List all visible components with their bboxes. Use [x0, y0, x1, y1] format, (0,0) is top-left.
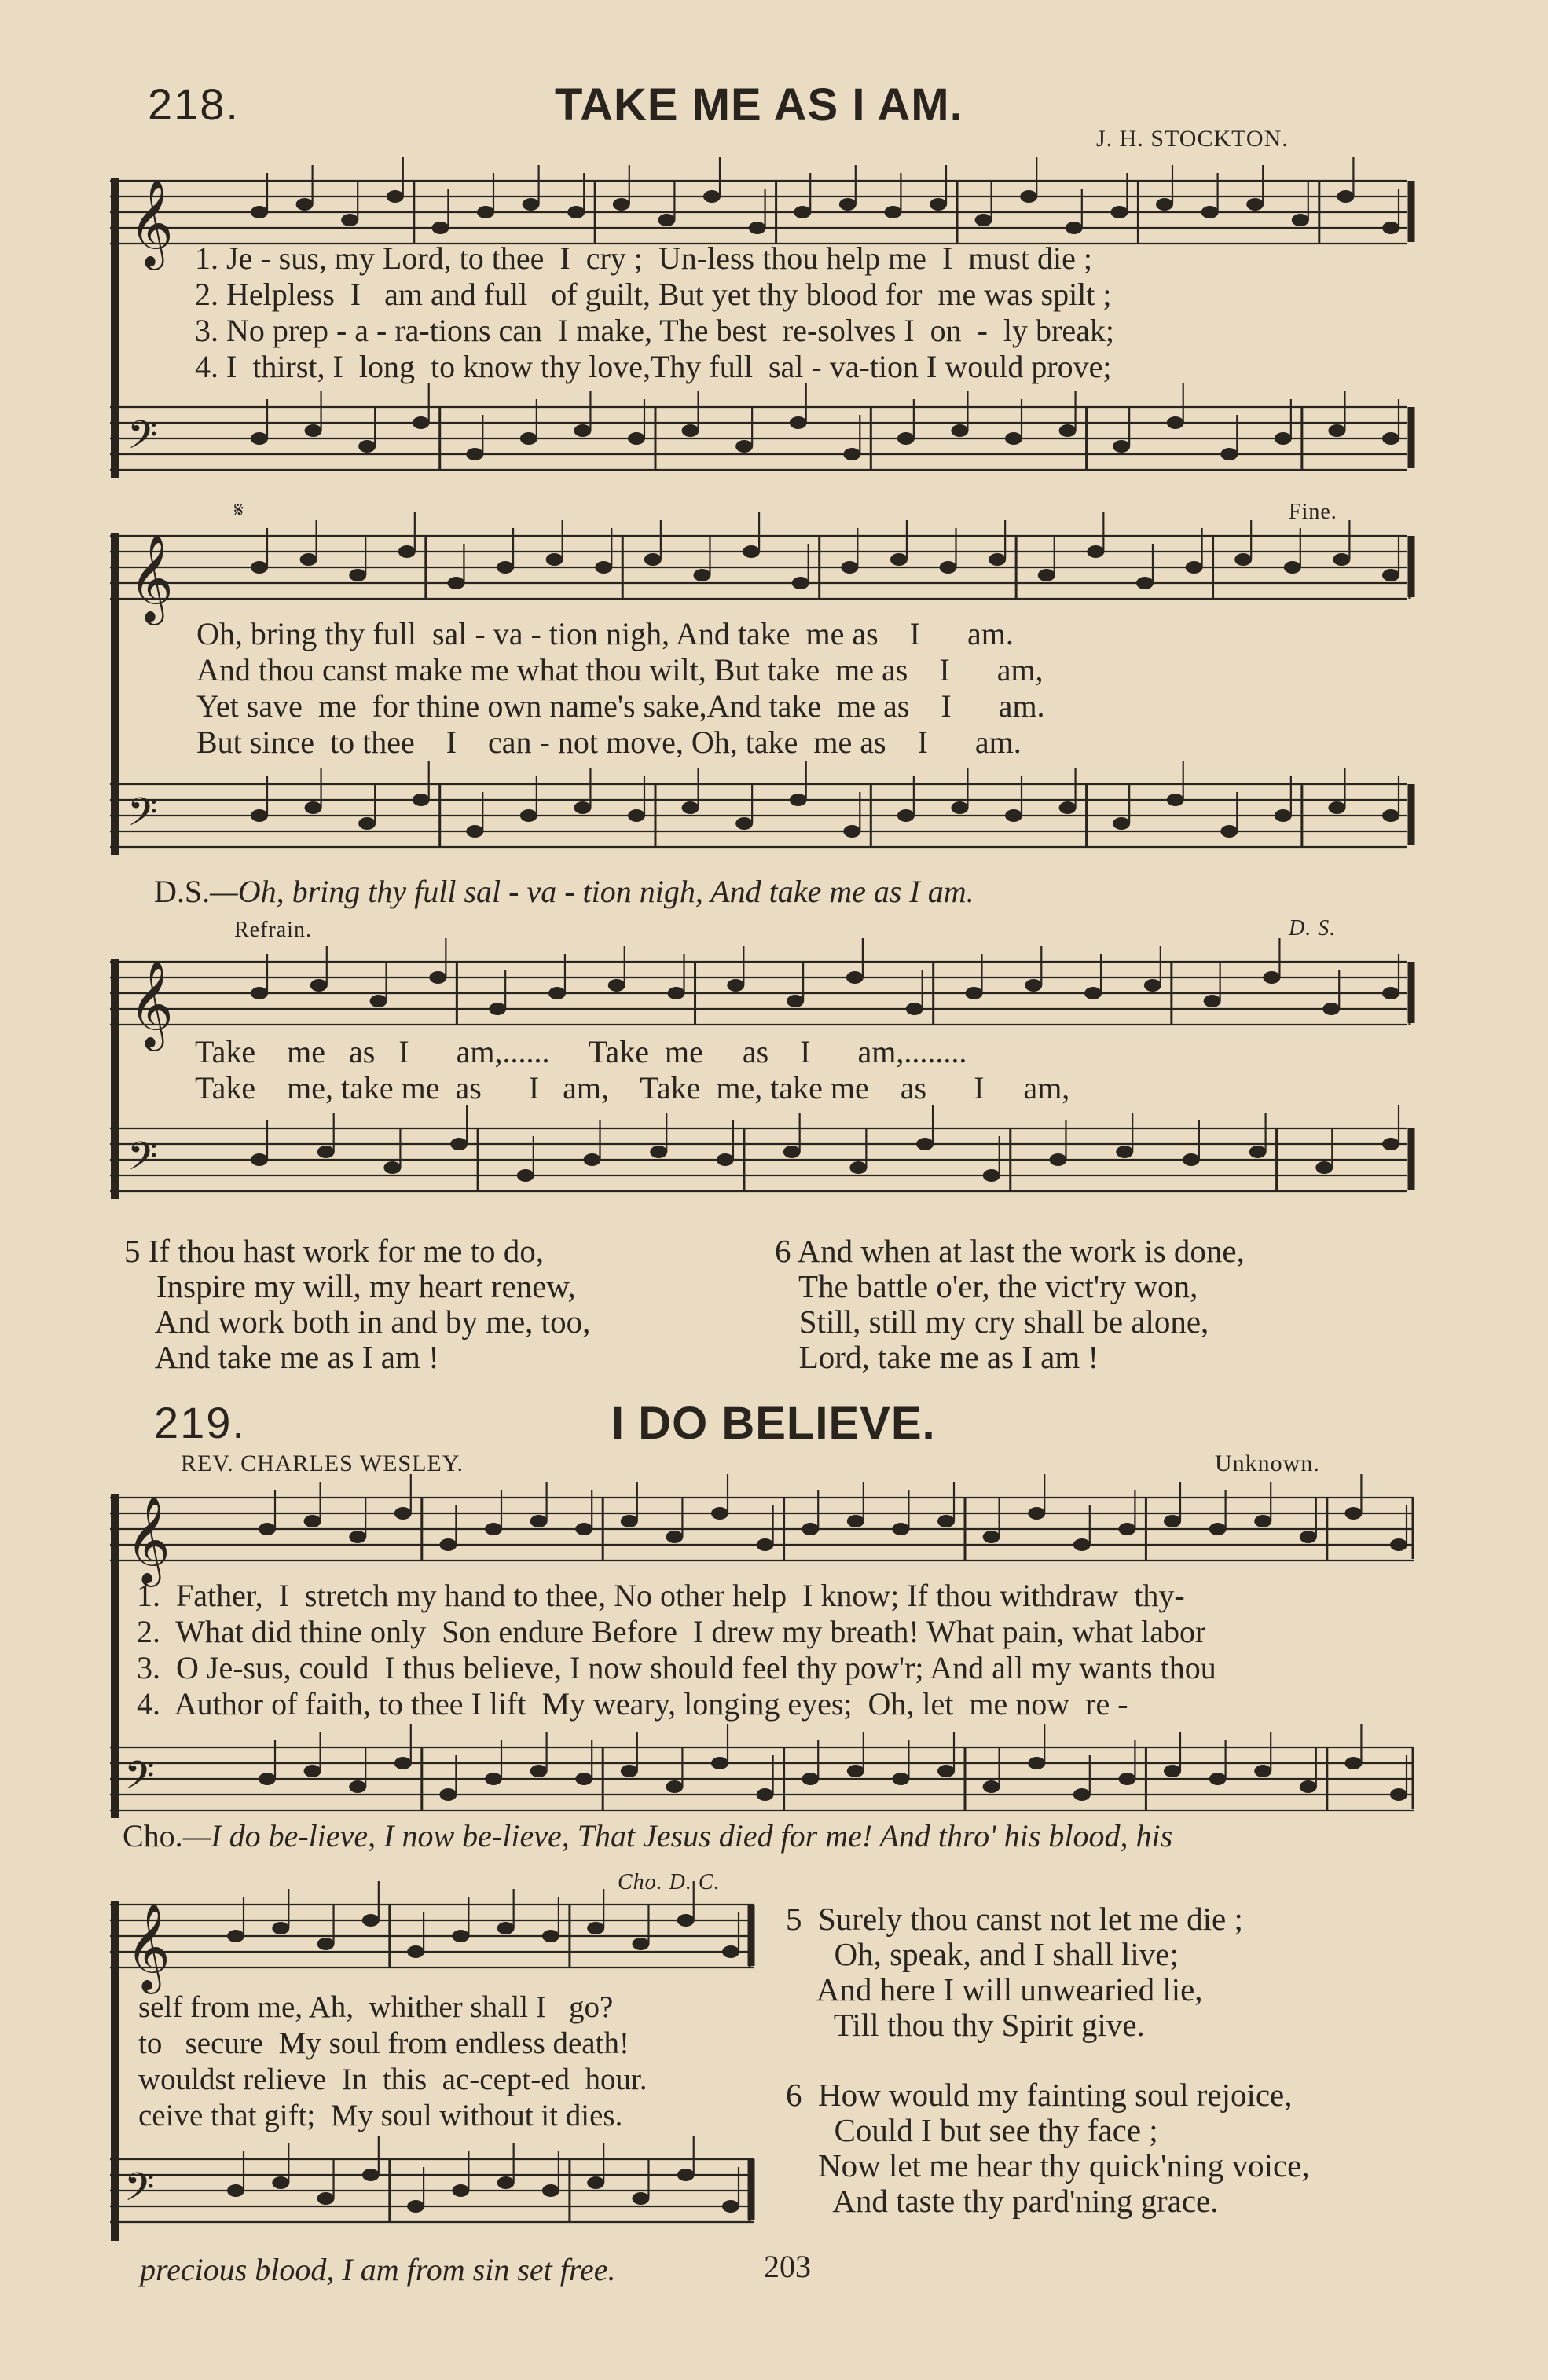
note-head — [668, 987, 685, 999]
note-head — [1144, 979, 1161, 992]
stanza-line: Till thou thy Spirit give. — [786, 2007, 1145, 2043]
note-head — [251, 987, 268, 999]
note-head — [849, 1161, 867, 1174]
note-head — [843, 825, 860, 838]
svg-text:𝄢: 𝄢 — [127, 1134, 158, 1189]
note-head — [613, 198, 630, 211]
note-head — [1066, 222, 1083, 234]
svg-text:𝄞: 𝄞 — [129, 959, 174, 1047]
note-head — [304, 1765, 321, 1777]
note-head — [1328, 424, 1345, 437]
cho-dc-mark: Cho. D. C. — [618, 1870, 721, 1894]
stanza-line: And taste thy pard'ning grace. — [786, 2183, 1219, 2219]
note-head — [1337, 190, 1354, 203]
note-head — [542, 1930, 559, 1942]
note-head — [251, 1153, 268, 1166]
note-head — [251, 561, 268, 574]
note-head — [608, 979, 625, 992]
svg-text:𝄢: 𝄢 — [127, 413, 158, 468]
stanza-line: Inspire my will, my heart renew, — [124, 1268, 576, 1304]
note-head — [1344, 1507, 1362, 1520]
note-head — [930, 198, 947, 211]
note-head — [394, 1757, 412, 1769]
verse-line: Take me, take me as I am, Take me, take me as I am, — [195, 1070, 1070, 1106]
note-head — [383, 1161, 401, 1174]
stanza-line: And take me as I am ! — [124, 1339, 439, 1375]
note-head — [794, 206, 811, 218]
note-head — [574, 424, 591, 437]
note-head — [621, 1765, 638, 1777]
note-head — [587, 1922, 604, 1934]
note-head — [1204, 995, 1221, 1007]
composer-credit: J. H. STOCKTON. — [1096, 126, 1289, 152]
stanza-line: Still, still my cry shall be alone, — [775, 1304, 1209, 1340]
note-head — [1028, 1507, 1045, 1520]
note-head — [951, 801, 968, 814]
note-head — [989, 553, 1006, 566]
note-head — [466, 448, 483, 460]
note-head — [983, 1780, 1000, 1793]
note-head — [520, 809, 537, 822]
hymn-title: TAKE ME AS I AM. — [555, 79, 963, 130]
note-head — [358, 440, 376, 453]
note-head — [843, 448, 860, 460]
note-head — [304, 1515, 321, 1527]
note-head — [300, 553, 317, 566]
chorus-text: —I do be-lieve, I now be-lieve, That Jesus died for me! And thro' his blood, his — [182, 1818, 1173, 1854]
note-head — [1234, 553, 1252, 566]
svg-text:𝄞: 𝄞 — [126, 1902, 171, 1990]
note-head — [632, 2192, 649, 2205]
note-head — [727, 979, 744, 992]
verse-line: 1. Je - sus, my Lord, to thee I cry ; Un-less thou help me I must die ; — [195, 240, 1093, 276]
note-head — [1254, 1765, 1271, 1777]
note-head — [846, 971, 864, 984]
note-head — [450, 1138, 468, 1150]
note-head — [520, 432, 537, 445]
note-head — [682, 801, 699, 814]
note-head — [1292, 214, 1309, 226]
svg-text:𝄞: 𝄞 — [126, 1495, 171, 1583]
note-head — [1110, 206, 1128, 218]
verse-line: Take me as I am,...... Take me as I am,........ — [195, 1034, 967, 1069]
note-head — [407, 1945, 424, 1958]
note-head — [1164, 1765, 1181, 1777]
note-head — [349, 1531, 366, 1543]
note-head — [1116, 1146, 1133, 1158]
note-head — [1084, 987, 1102, 999]
stanza-line: 5 If thou hast work for me to do, — [124, 1233, 545, 1269]
note-head — [1020, 190, 1037, 203]
note-head — [439, 1538, 457, 1551]
note-head — [431, 222, 449, 234]
note-head — [251, 206, 268, 218]
stanza-line: And work both in and by me, too, — [124, 1304, 591, 1340]
note-head — [1254, 1515, 1271, 1527]
stanza-line: Could I but see thy face ; — [786, 2112, 1158, 2148]
note-head — [621, 1515, 638, 1527]
verse-line: 4. Author of faith, to thee I lift My weary, longing eyes; Oh, let me now re - — [137, 1686, 1128, 1722]
note-head — [757, 1538, 774, 1551]
note-head — [497, 2176, 515, 2189]
note-head — [497, 1922, 515, 1934]
note-head — [975, 214, 992, 226]
note-head — [259, 1773, 276, 1785]
note-head — [530, 1765, 548, 1777]
verse-line: ceive that gift; My soul without it dies. — [138, 2099, 623, 2132]
note-head — [743, 545, 760, 558]
note-head — [485, 1773, 502, 1785]
note-head — [497, 561, 514, 574]
note-head — [1390, 1538, 1407, 1551]
note-head — [1186, 561, 1203, 574]
note-head — [341, 214, 358, 226]
note-head — [1263, 971, 1280, 984]
note-head — [628, 432, 645, 445]
note-head — [1209, 1523, 1227, 1535]
note-head — [530, 1515, 548, 1527]
verse-line: 4. I thirst, I long to know thy love,Thy full sal - va-tion I would prove; — [195, 349, 1112, 384]
note-head — [884, 206, 901, 218]
note-head — [1038, 569, 1055, 581]
note-head — [387, 190, 404, 203]
note-head — [940, 561, 957, 574]
note-head — [983, 1169, 1000, 1182]
note-head — [892, 1523, 909, 1535]
note-head — [227, 1930, 244, 1942]
note-head — [1005, 809, 1022, 822]
note-head — [523, 198, 540, 211]
ds-label: D.S. — [154, 874, 211, 909]
note-head — [317, 1146, 335, 1158]
note-head — [937, 1765, 955, 1777]
note-head — [1390, 1788, 1407, 1801]
note-head — [1382, 432, 1399, 445]
note-head — [787, 995, 804, 1007]
verse-line: And thou canst make me what thou wilt, But take me as I am, — [196, 652, 1044, 688]
svg-text:𝄞: 𝄞 — [129, 178, 174, 266]
note-head — [802, 1523, 819, 1535]
note-head — [310, 979, 328, 992]
svg-text:𝄢: 𝄢 — [124, 2165, 155, 2220]
note-head — [916, 1138, 934, 1150]
chorus-label: Cho. — [123, 1818, 183, 1854]
note-head — [628, 809, 645, 822]
note-head — [1300, 1531, 1317, 1543]
note-head — [735, 440, 753, 453]
stanza-line: And here I will unwearied lie, — [786, 1971, 1203, 2008]
note-head — [1113, 440, 1130, 453]
note-head — [394, 1507, 412, 1520]
note-head — [1073, 1788, 1091, 1801]
ds-mark: D. S. — [1289, 916, 1337, 941]
verse-line: 3. O Je-sus, could I thus believe, I now should feel thy pow'r; And all my wants thou — [137, 1650, 1216, 1685]
note-head — [575, 1773, 592, 1785]
verse-line: to secure My soul from endless death! — [138, 2026, 629, 2060]
verse-line: 3. No prep - a - ra-tions can I make, The best re-solves I on - ly break; — [195, 313, 1114, 348]
note-head — [666, 1531, 683, 1543]
hymn-title: I DO BELIEVE. — [611, 1398, 936, 1449]
svg-text:𝄢: 𝄢 — [124, 1753, 155, 1808]
verse-line: 2. Helpless I am and full of guilt, But yet thy blood for me was spilt ; — [195, 277, 1112, 312]
note-head — [439, 1788, 457, 1801]
note-head — [259, 1523, 276, 1535]
verse-line: wouldst relieve In this ac-cept-ed hour. — [138, 2063, 647, 2096]
note-head — [1113, 817, 1130, 830]
note-head — [790, 794, 807, 806]
note-head — [632, 1938, 649, 1950]
note-head — [711, 1507, 728, 1520]
note-head — [542, 2184, 559, 2197]
note-head — [1246, 198, 1264, 211]
note-head — [1315, 1161, 1333, 1174]
note-head — [892, 1773, 909, 1785]
note-head — [644, 553, 662, 566]
note-head — [897, 432, 915, 445]
note-head — [305, 801, 322, 814]
note-head — [839, 198, 857, 211]
composer-credit: Unknown. — [1215, 1450, 1320, 1476]
note-head — [1183, 1153, 1200, 1166]
note-head — [1201, 206, 1219, 218]
note-head — [595, 561, 612, 574]
note-head — [584, 1153, 601, 1166]
note-head — [1382, 569, 1399, 581]
note-head — [1167, 416, 1184, 429]
note-head — [802, 1773, 819, 1785]
author-credit: REV. CHARLES WESLEY. — [181, 1450, 464, 1476]
note-head — [722, 2200, 739, 2213]
note-head — [1249, 1146, 1267, 1158]
note-head — [358, 817, 376, 830]
note-head — [485, 1523, 502, 1535]
note-head — [847, 1765, 864, 1777]
note-head — [413, 794, 430, 806]
note-head — [362, 2169, 380, 2181]
note-head — [489, 1003, 506, 1015]
note-head — [362, 1914, 380, 1927]
verse-line: 1. Father, I stretch my hand to thee, No other help I know; If thou withdraw thy- — [137, 1578, 1185, 1613]
note-head — [272, 2176, 289, 2189]
note-head — [1220, 825, 1238, 838]
final-lyric: precious blood, I am from sin set free. — [140, 2252, 616, 2287]
note-head — [296, 198, 314, 211]
note-head — [677, 2169, 695, 2181]
note-head — [317, 2192, 335, 2205]
refrain-label: Refrain. — [234, 918, 312, 942]
note-head — [1005, 432, 1022, 445]
note-head — [951, 424, 968, 437]
note-head — [1382, 809, 1399, 822]
note-head — [477, 206, 494, 218]
note-head — [847, 1515, 864, 1527]
note-head — [1136, 577, 1154, 589]
fine-mark: Fine. — [1289, 500, 1337, 524]
note-head — [452, 2184, 469, 2197]
stanza-line: The battle o'er, the vict'ry won, — [775, 1268, 1198, 1304]
note-head — [272, 1922, 289, 1934]
stanza-line: Lord, take me as I am ! — [775, 1339, 1099, 1375]
note-head — [370, 995, 387, 1007]
note-head — [1220, 448, 1238, 460]
note-head — [1322, 1003, 1340, 1015]
svg-text:𝄢: 𝄢 — [127, 790, 158, 845]
note-head — [749, 222, 766, 234]
ds-text: —Oh, bring thy full sal - va - tion nigh, And take me as I am. — [210, 874, 974, 909]
note-head — [407, 2200, 424, 2213]
note-head — [1382, 222, 1399, 234]
note-head — [587, 2176, 604, 2189]
note-head — [1087, 545, 1104, 558]
note-head — [890, 553, 908, 566]
note-head — [1028, 1757, 1045, 1769]
note-head — [1059, 424, 1077, 437]
verse-line: But since to thee I can - not move, Oh, take me as I am. — [196, 724, 1022, 760]
note-head — [317, 1938, 335, 1950]
note-head — [658, 214, 675, 226]
note-head — [711, 1757, 728, 1769]
note-head — [897, 809, 915, 822]
note-head — [567, 206, 585, 218]
stanza-line: 5 Surely thou canst not let me die ; — [786, 1901, 1243, 1937]
note-head — [790, 416, 807, 429]
note-head — [783, 1146, 801, 1158]
note-head — [349, 569, 366, 581]
note-head — [722, 1945, 739, 1958]
note-head — [983, 1531, 1000, 1543]
note-head — [677, 1914, 695, 1927]
page-number: 203 — [764, 2249, 811, 2284]
stanza-line: 6 How would my fainting soul rejoice, — [786, 2077, 1293, 2113]
note-head — [841, 561, 858, 574]
note-head — [1284, 561, 1301, 574]
note-head — [1300, 1780, 1317, 1793]
note-head — [305, 424, 322, 437]
note-head — [413, 416, 430, 429]
note-head — [1164, 1515, 1181, 1527]
segno-sign: 𝄋 — [234, 498, 245, 523]
verse-line: Yet save me for thine own name's sake,And take me as I am. — [196, 688, 1045, 724]
note-head — [1156, 198, 1173, 211]
verse-line: 2. What did thine only Son endure Before I drew my breath! What pain, what labor — [137, 1614, 1206, 1649]
note-head — [757, 1788, 774, 1801]
note-head — [546, 553, 563, 566]
note-head — [574, 801, 591, 814]
note-head — [548, 987, 566, 999]
stanza-line: 6 And when at last the work is done, — [775, 1233, 1245, 1269]
note-head — [227, 2184, 244, 2197]
note-head — [1382, 987, 1399, 999]
note-head — [703, 190, 721, 203]
note-head — [1118, 1773, 1135, 1785]
note-head — [1118, 1523, 1135, 1535]
hymn-number: 219. — [154, 1398, 246, 1447]
note-head — [693, 569, 710, 581]
note-head — [1275, 809, 1292, 822]
note-head — [937, 1515, 955, 1527]
note-head — [906, 1003, 923, 1015]
note-head — [251, 432, 268, 445]
note-head — [792, 577, 809, 589]
note-head — [251, 809, 268, 822]
note-head — [1025, 979, 1042, 992]
verse-line: self from me, Ah, whither shall I go? — [138, 1990, 614, 2024]
svg-text:𝄞: 𝄞 — [129, 534, 174, 622]
note-head — [429, 971, 446, 984]
note-head — [1275, 432, 1292, 445]
note-head — [682, 424, 699, 437]
note-head — [517, 1169, 534, 1182]
note-head — [1328, 801, 1345, 814]
note-head — [1382, 1138, 1399, 1150]
note-head — [1073, 1538, 1091, 1551]
note-head — [1059, 801, 1077, 814]
note-head — [1209, 1773, 1227, 1785]
hymn-number: 218. — [148, 79, 240, 129]
note-head — [717, 1153, 734, 1166]
note-head — [1333, 553, 1350, 566]
note-head — [452, 1930, 469, 1942]
note-head — [466, 825, 483, 838]
note-head — [1344, 1757, 1362, 1769]
note-head — [650, 1146, 667, 1158]
note-head — [349, 1780, 366, 1793]
note-head — [575, 1523, 592, 1535]
note-head — [398, 545, 416, 558]
verse-line: Oh, bring thy full sal - va - tion nigh, And take me as I am. — [196, 616, 1014, 651]
note-head — [965, 987, 982, 999]
stanza-line: Now let me hear thy quick'ning voice, — [786, 2147, 1310, 2184]
stanza-line: Oh, speak, and I shall live; — [786, 1936, 1179, 1972]
note-head — [1049, 1153, 1066, 1166]
note-head — [666, 1780, 683, 1793]
note-head — [1167, 794, 1184, 806]
note-head — [735, 817, 753, 830]
note-head — [447, 577, 464, 589]
